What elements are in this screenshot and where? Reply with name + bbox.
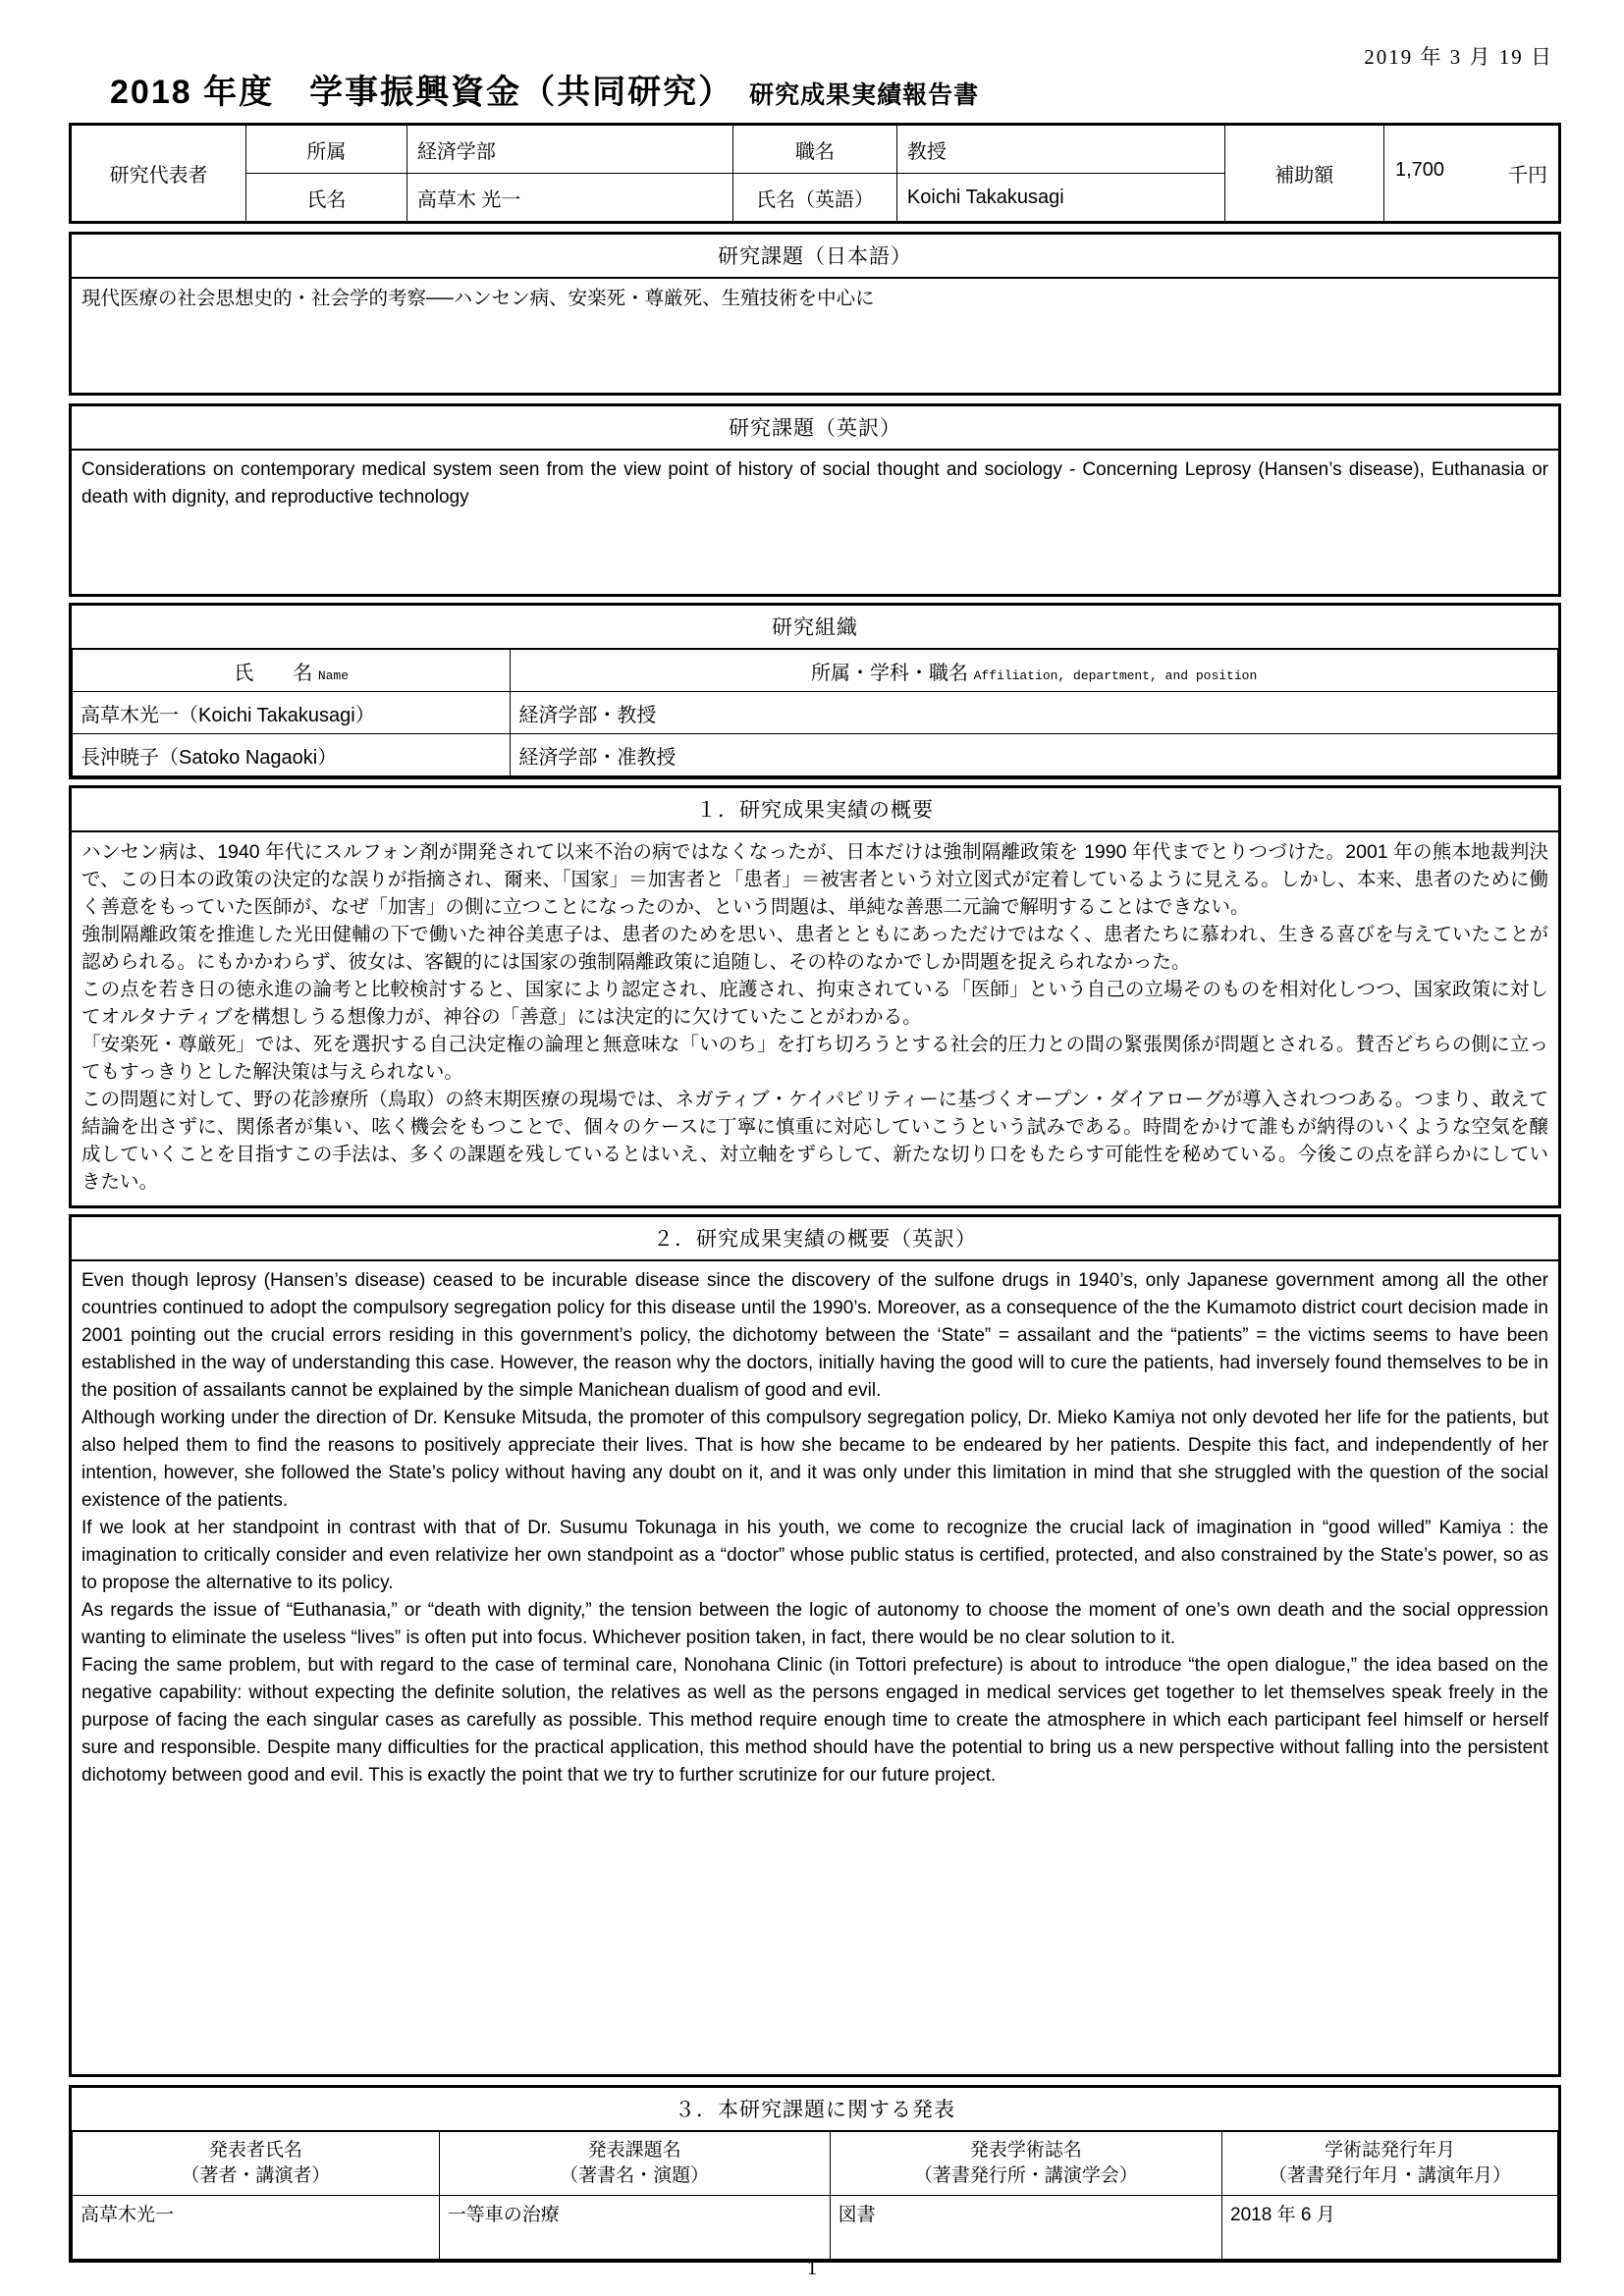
org-affiliation-header-ja: 所属・学科・職名 — [811, 662, 969, 684]
presentations-heading: ３．本研究課題に関する発表 — [72, 2088, 1558, 2132]
subsidy-unit: 千円 — [1508, 165, 1547, 187]
member-affiliation: 経済学部・教授 — [511, 692, 1558, 734]
representative-table — [69, 123, 1561, 224]
paragraph: Even though leprosy (Hansen’s disease) ceased to be incurable disease since the discovery of the sulfone drugs in 1940’s, only Japanese government among all the other countries continued to adopt the compulsory segregation policy for this disease until the 1990’s. Moreover, as a consequence of the the Kumamoto district court decision made in 2001 pointing out the crucial errors residing in this government’s policy, the dichotomy between the ‘State” = assailant and the “patients” = the victims seems to have been established in the way of understanding this case. However, the reason why the doctors, initially having the good will to cure the patients, had inversely found themselves to be in the position of assailants cannot be explained by the simple Manichean dualism of good and evil. — [81, 1270, 1548, 1401]
affiliation-value: 経済学部 — [406, 125, 732, 174]
journal-header-main: 発表学術誌名 — [969, 2140, 1082, 2161]
table-row — [73, 734, 1558, 776]
table-row — [73, 692, 1558, 734]
title-cell: 一等車の治療 — [439, 2196, 830, 2260]
member-affiliation: 経済学部・准教授 — [511, 734, 1558, 776]
table-row — [71, 125, 1560, 174]
date-header-main: 学術誌発行年月 — [1325, 2140, 1456, 2161]
position-label: 職名 — [733, 125, 897, 174]
presentations-section — [69, 2085, 1561, 2263]
summary-en-heading: ２．研究成果実績の概要（英訳） — [72, 1217, 1558, 1261]
journal-header-sub: （著書発行所・講演学会） — [913, 2165, 1138, 2186]
presenter-header-sub: （著者・講演者） — [181, 2165, 331, 2186]
position-value: 教授 — [896, 125, 1224, 174]
document-title-main: 2018 年度 学事振興資金（共同研究） — [110, 74, 734, 111]
page-number: 1 — [806, 2256, 818, 2279]
date-header-sub: （著書発行年月・講演年月） — [1269, 2165, 1512, 2186]
subsidy-amount: 1,700 — [1394, 159, 1445, 181]
research-title-ja-heading: 研究課題（日本語） — [72, 235, 1558, 279]
paragraph: ハンセン病は、1940 年代にスルフォン剤が開発されて以来不治の病ではなくなったが、日本だけは強制隔離政策を 1990 年代までとりつづけた。2001 年の熊本地裁判決で、この日本の政策の決定的な誤りが指摘され、爾来、「国家」＝加害者と「患者」＝被害者という対立図式が定着しているように見える。しかし、本来、患者のために働く善意をもっていた医師が、なぜ「加害」の側に立つことになったのか、という問題は、単純な善悪二元論で解明することはできない。 — [81, 841, 1548, 918]
journal-cell: 図書 — [830, 2196, 1221, 2260]
title-header — [439, 2132, 830, 2196]
subsidy-value — [1383, 125, 1559, 223]
paragraph: この問題に対して、野の花診療所（鳥取）の終末期医療の現場では、ネガティブ・ケイパビリティーに基づくオープン・ダイアローグが導入されつつある。つまり、敢えて結論を出さずに、関係者が集い、呟く機会をもつことで、個々のケースに丁寧に慎重に対応していこうという試みである。時間をかけて誰もが納得のいくような空気を醸成していくことを目指すこの手法は、多くの課題を残しているとはいえ、対立軸をずらして、新たな切り口をもたらす可能性を秘めている。今後この点を詳らかにしていきたい。 — [81, 1089, 1549, 1193]
presenter-header-main: 発表者氏名 — [208, 2140, 302, 2161]
summary-ja-body — [72, 832, 1558, 1205]
summary-en-section — [69, 1214, 1561, 2077]
date-header — [1222, 2132, 1558, 2196]
presenter-cell: 高草木光一 — [73, 2196, 440, 2260]
paragraph: Although working under the direction of Dr. Kensuke Mitsuda, the promoter of this compulsory segregation policy, Dr. Mieko Kamiya not only devoted her life for the patients, but also helped them to find the reasons to positively appreciate their lives. That is how she became to be endeared by her patients. Despite this fact, and independently of her intention, however, she followed the State’s policy without having any doubt on it, and it was only under this limitation in mind that she struggled with the question of the social existence of the patients. — [81, 1408, 1548, 1511]
research-title-en-body: Considerations on contemporary medical system seen from the view point of history of social thought and sociology - Concerning Leprosy (Hansen’s disease), Euthanasia or death with dignity, and reproductive technology — [81, 459, 1548, 507]
affiliation-label: 所属 — [246, 125, 407, 174]
presenter-header — [73, 2132, 440, 2196]
name-en-value: Koichi Takakusagi — [896, 174, 1224, 223]
summary-ja-section — [69, 785, 1561, 1208]
paragraph: As regards the issue of “Euthanasia,” or “death with dignity,” the tension between the logic of autonomy to choose the moment of one’s own death and the social oppression wanting to eliminate the useless “lives” is often put into focus. Whichever position taken, in fact, there would be no clear solution to it. — [81, 1600, 1548, 1648]
date-cell: 2018 年 6 月 — [1222, 2196, 1558, 2260]
table-header-row — [73, 650, 1558, 692]
organization-heading: 研究組織 — [72, 606, 1558, 650]
title-header-sub: （著書名・演題） — [560, 2165, 710, 2186]
org-affiliation-header — [511, 650, 1558, 692]
org-name-header-en: Name — [317, 667, 350, 683]
research-title-ja-body: 現代医療の社会思想史的・社会学的考察──ハンセン病、安楽死・尊厳死、生殖技術を中心に — [81, 288, 875, 309]
table-row — [73, 2196, 1558, 2260]
subsidy-label: 補助額 — [1224, 125, 1383, 223]
paragraph: 強制隔離政策を推進した光田健輔の下で働いた神谷美恵子は、患者のためを思い、患者とともにあっただけではなく、患者たちに慕われ、生きる喜びを与えていたことが認められる。にもかかわらず、彼女は、客観的には国家の強制隔離政策に追随し、その枠のなかでしか問題を捉えられなかった。 — [81, 924, 1548, 973]
org-name-header — [73, 650, 511, 692]
title-header-main: 発表課題名 — [587, 2140, 681, 2161]
paragraph: Facing the same problem, but with regard to the case of terminal care, Nonohana Clinic (in Tottori prefecture) is about to introduce “the open dialogue,” the idea based on the negative capability: without expecting the definite solution, the relatives as well as the persons engaged in medical services get together to let themselves speak freely in the purpose of facing the each singular cases as carefully as possible. This method require enough time to create the atmosphere in which each participant feel himself or herself sure and responsible. Despite many difficulties for the practical application, this method should have the potential to bring us a new perspective without falling into the persistent dichotomy between good and evil. This is exactly the point that we try to further scrutinize for our future project. — [81, 1655, 1548, 1786]
document-title — [69, 65, 1561, 113]
org-name-header-ja: 氏 名 — [234, 662, 313, 684]
research-title-en-heading: 研究課題（英訳） — [72, 406, 1558, 451]
document-date: 2019 年 3 月 19 日 — [1364, 45, 1553, 69]
name-value: 高草木 光一 — [406, 174, 732, 223]
table-header-row — [73, 2132, 1558, 2196]
name-en-label: 氏名（英語） — [733, 174, 897, 223]
paragraph: If we look at her standpoint in contrast with that of Dr. Susumu Tokunaga in his youth, we come to recognize the crucial lack of imagination in “good willed” Kamiya : the imagination to critically consider and even relativize her own standpoint as a “doctor” whose public status is certified, protected, and also constrained by the State’s power, so as to propose the alternative to its policy. — [81, 1518, 1548, 1593]
member-name: 高草木光一（Koichi Takakusagi） — [73, 692, 511, 734]
member-name: 長沖暁子（Satoko Nagaoki） — [73, 734, 511, 776]
research-title-ja-section — [69, 232, 1561, 396]
journal-header — [830, 2132, 1221, 2196]
paragraph: この点を若き日の徳永進の論考と比較検討すると、国家により認定され、庇護され、拘束されている「医師」という自己の立場そのものを相対化しつつ、国家政策に対してオルタナティブを構想しうる想像力が、神谷の「善意」には決定的に欠けていたことがわかる。 — [81, 979, 1548, 1028]
representative-label: 研究代表者 — [71, 125, 246, 223]
org-affiliation-header-en: Affiliation, department, and position — [973, 667, 1258, 683]
summary-en-body — [72, 1261, 1558, 2074]
organization-table — [72, 650, 1558, 776]
research-title-en-section — [69, 403, 1561, 597]
summary-ja-heading: １．研究成果実績の概要 — [72, 788, 1558, 832]
organization-section — [69, 603, 1561, 779]
paragraph: 「安楽死・尊厳死」では、死を選択する自己決定権の論理と無意味な「いのち」を打ち切ろうとする社会的圧力との間の緊張関係が問題とされる。賛否どちらの側に立ってもすっきりとした解決策は与えられない。 — [81, 1034, 1548, 1083]
presentations-table — [72, 2132, 1558, 2260]
document-title-sub: 研究成果実績報告書 — [749, 81, 980, 109]
name-label: 氏名 — [246, 174, 407, 223]
